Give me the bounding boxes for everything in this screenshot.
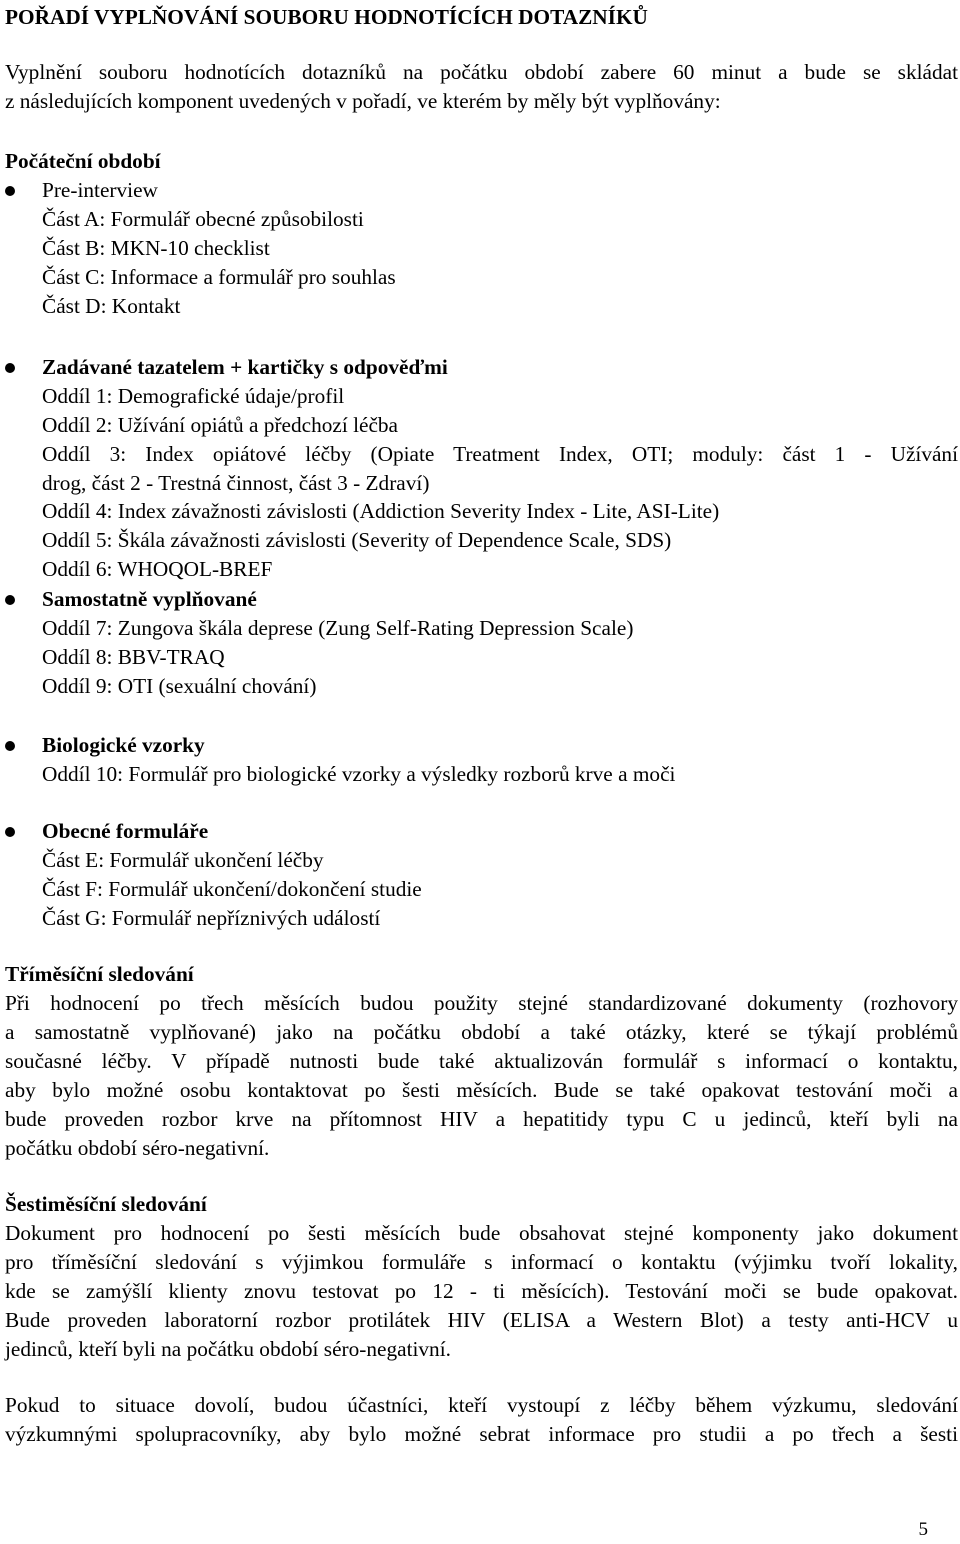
biological-label: Biologické vzorky [42, 733, 205, 757]
bullet-icon [5, 827, 15, 837]
three-month-paragraph [5, 989, 958, 1163]
six-month-title: Šestiměsíční sledování [5, 1192, 207, 1216]
intro-paragraph [5, 58, 958, 116]
paragraph-line: výzkumnými spolupracovníky, aby bylo možné sebrat informace pro studii a po třech a šesti [5, 1422, 958, 1446]
list-item-line: Oddíl 3: Index opiátové léčby (Opiate Treatment Index, OTI; moduly: část 1 - Užívání [42, 442, 958, 466]
page-number: 5 [918, 1519, 928, 1540]
pre-interview-label: Pre-interview [42, 178, 158, 202]
list-item: Oddíl 1: Demografické údaje/profil [42, 384, 345, 408]
bullet-icon [5, 186, 15, 196]
paragraph-line: aby bylo možné osobu kontaktovat po šesti měsících. Bude se také opakovat testování moči a [5, 1078, 958, 1102]
bullet-icon [5, 363, 15, 373]
list-item: Oddíl 8: BBV-TRAQ [42, 645, 225, 669]
document-title: POŘADÍ VYPLŇOVÁNÍ SOUBORU HODNOTÍCÍCH DOTAZNÍKŮ [5, 5, 648, 29]
paragraph-line: Bude proveden laboratorní rozbor protilátek HIV (ELISA a Western Blot) a testy anti-HCV u [5, 1308, 958, 1332]
list-item: Část B: MKN-10 checklist [42, 236, 270, 260]
list-item: Část E: Formulář ukončení léčby [42, 848, 324, 872]
paragraph-line: počátku období séro-negativní. [5, 1136, 270, 1160]
initial-period-title: Počáteční období [5, 149, 161, 173]
paragraph-line: bude proveden rozbor krve na přítomnost HIV a hepatitidy typu C u jedinců, kteří byli na [5, 1107, 958, 1131]
list-item: Část G: Formulář nepříznivých událostí [42, 906, 381, 930]
list-item: Část F: Formulář ukončení/dokončení studie [42, 877, 422, 901]
list-item: Oddíl 9: OTI (sexuální chování) [42, 674, 317, 698]
list-item: Část A: Formulář obecné způsobilosti [42, 207, 364, 231]
paragraph-line: jedinců, kteří byli na počátku období séro-negativní. [5, 1337, 451, 1361]
list-item: Část D: Kontakt [42, 294, 181, 318]
list-item: Oddíl 6: WHOQOL-BREF [42, 557, 273, 581]
list-item: Oddíl 2: Užívání opiátů a předchozí léčba [42, 413, 399, 437]
paragraph-line: současné léčby. V případě nutnosti bude také aktualizován formulář s informací o kontaktu, [5, 1049, 958, 1073]
closing-paragraph [5, 1391, 958, 1449]
list-item [42, 440, 958, 498]
bullet-icon [5, 595, 15, 605]
list-item: Oddíl 7: Zungova škála deprese (Zung Self-Rating Depression Scale) [42, 616, 634, 640]
list-item: Část C: Informace a formulář pro souhlas [42, 265, 396, 289]
three-month-title: Tříměsíční sledování [5, 962, 194, 986]
intro-line: Vyplnění souboru hodnotících dotazníků na počátku období zabere 60 minut a bude se skládat [5, 60, 958, 84]
intro-line: z následujících komponent uvedených v pořadí, ve kterém by měly být vyplňovány: [5, 89, 721, 113]
paragraph-line: kde se zamýšlí klienty znovu testovat po 12 - ti měsících). Testování moči se bude opakovat. [5, 1279, 958, 1303]
bullet-icon [5, 741, 15, 751]
list-item-line: drog, část 2 - Trestná činnost, část 3 - Zdraví) [42, 471, 430, 495]
paragraph-line: pro tříměsíční sledování s výjimkou formuláře s informací o kontaktu (výjimku tvoří lokality, [5, 1250, 958, 1274]
six-month-paragraph [5, 1219, 958, 1364]
paragraph-line: Při hodnocení po třech měsících budou použity stejné standardizované dokumenty (rozhovory [5, 991, 958, 1015]
list-item: Oddíl 4: Index závažnosti závislosti (Addiction Severity Index - Lite, ASI-Lite) [42, 499, 720, 523]
paragraph-line: a samostatně vyplňované) jako na počátku období a také otázky, které se týkají problémů [5, 1020, 958, 1044]
self-completed-label: Samostatně vyplňované [42, 587, 257, 611]
paragraph-line: Dokument pro hodnocení po šesti měsících bude obsahovat stejné komponenty jako dokument [5, 1221, 958, 1245]
paragraph-line: Pokud to situace dovolí, budou účastníci, kteří vystoupí z léčby během výzkumu, sledování [5, 1393, 958, 1417]
interviewer-label: Zadávané tazatelem + kartičky s odpověďmi [42, 355, 448, 379]
list-item: Oddíl 10: Formulář pro biologické vzorky a výsledky rozborů krve a moči [42, 762, 676, 786]
general-forms-label: Obecné formuláře [42, 819, 209, 843]
list-item: Oddíl 5: Škála závažnosti závislosti (Severity of Dependence Scale, SDS) [42, 528, 672, 552]
